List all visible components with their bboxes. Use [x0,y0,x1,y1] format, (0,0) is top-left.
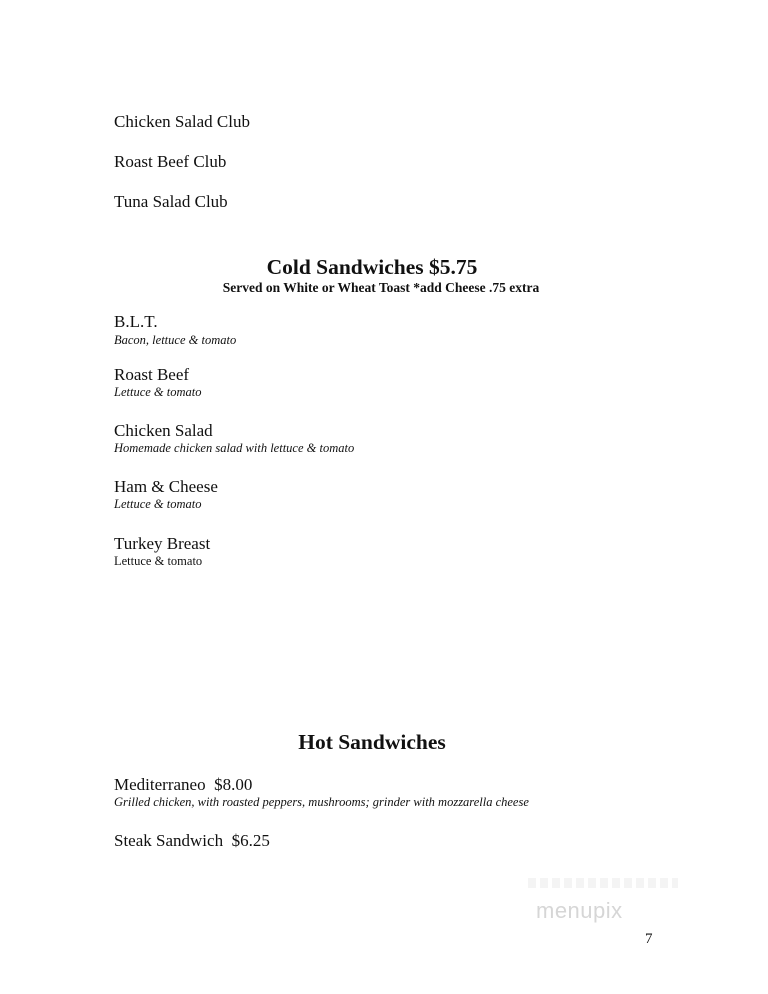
menu-item-description: Lettuce & tomato [114,385,202,399]
menu-item-name: B.L.T. [114,312,158,331]
menu-item-name: Steak Sandwich $6.25 [114,831,270,850]
menu-item-description: Grilled chicken, with roasted peppers, mushrooms; grinder with mozzarella cheese [114,795,529,809]
menu-item-description: Lettuce & tomato [114,554,203,568]
hot-sandwiches-title: Hot Sandwiches [298,730,446,754]
menu-item-roast-beef-club: Roast Beef Club [114,152,227,171]
watermark-decoration [528,878,678,888]
menu-item-name: Chicken Salad [114,421,213,440]
menu-item-description: Lettuce & tomato [114,497,202,511]
cold-sandwiches-subtitle: Served on White or Wheat Toast *add Cheese .75 extra [222,280,540,295]
menu-item-chicken-salad-club: Chicken Salad Club [114,112,250,131]
menu-item-description: Homemade chicken salad with lettuce & tomato [114,441,355,455]
page-number: 7 [645,931,653,947]
menu-item-name: Roast Beef [114,365,190,384]
cold-sandwiches-title: Cold Sandwiches $5.75 [266,255,478,279]
menupix-watermark: menupix [536,898,623,923]
menu-item-name: Turkey Breast [114,534,211,553]
menu-item-description: Bacon, lettuce & tomato [114,333,237,347]
menu-item-name: Mediterraneo $8.00 [114,775,253,794]
menu-item-name: Ham & Cheese [114,477,218,496]
menu-item-tuna-salad-club: Tuna Salad Club [114,192,228,211]
